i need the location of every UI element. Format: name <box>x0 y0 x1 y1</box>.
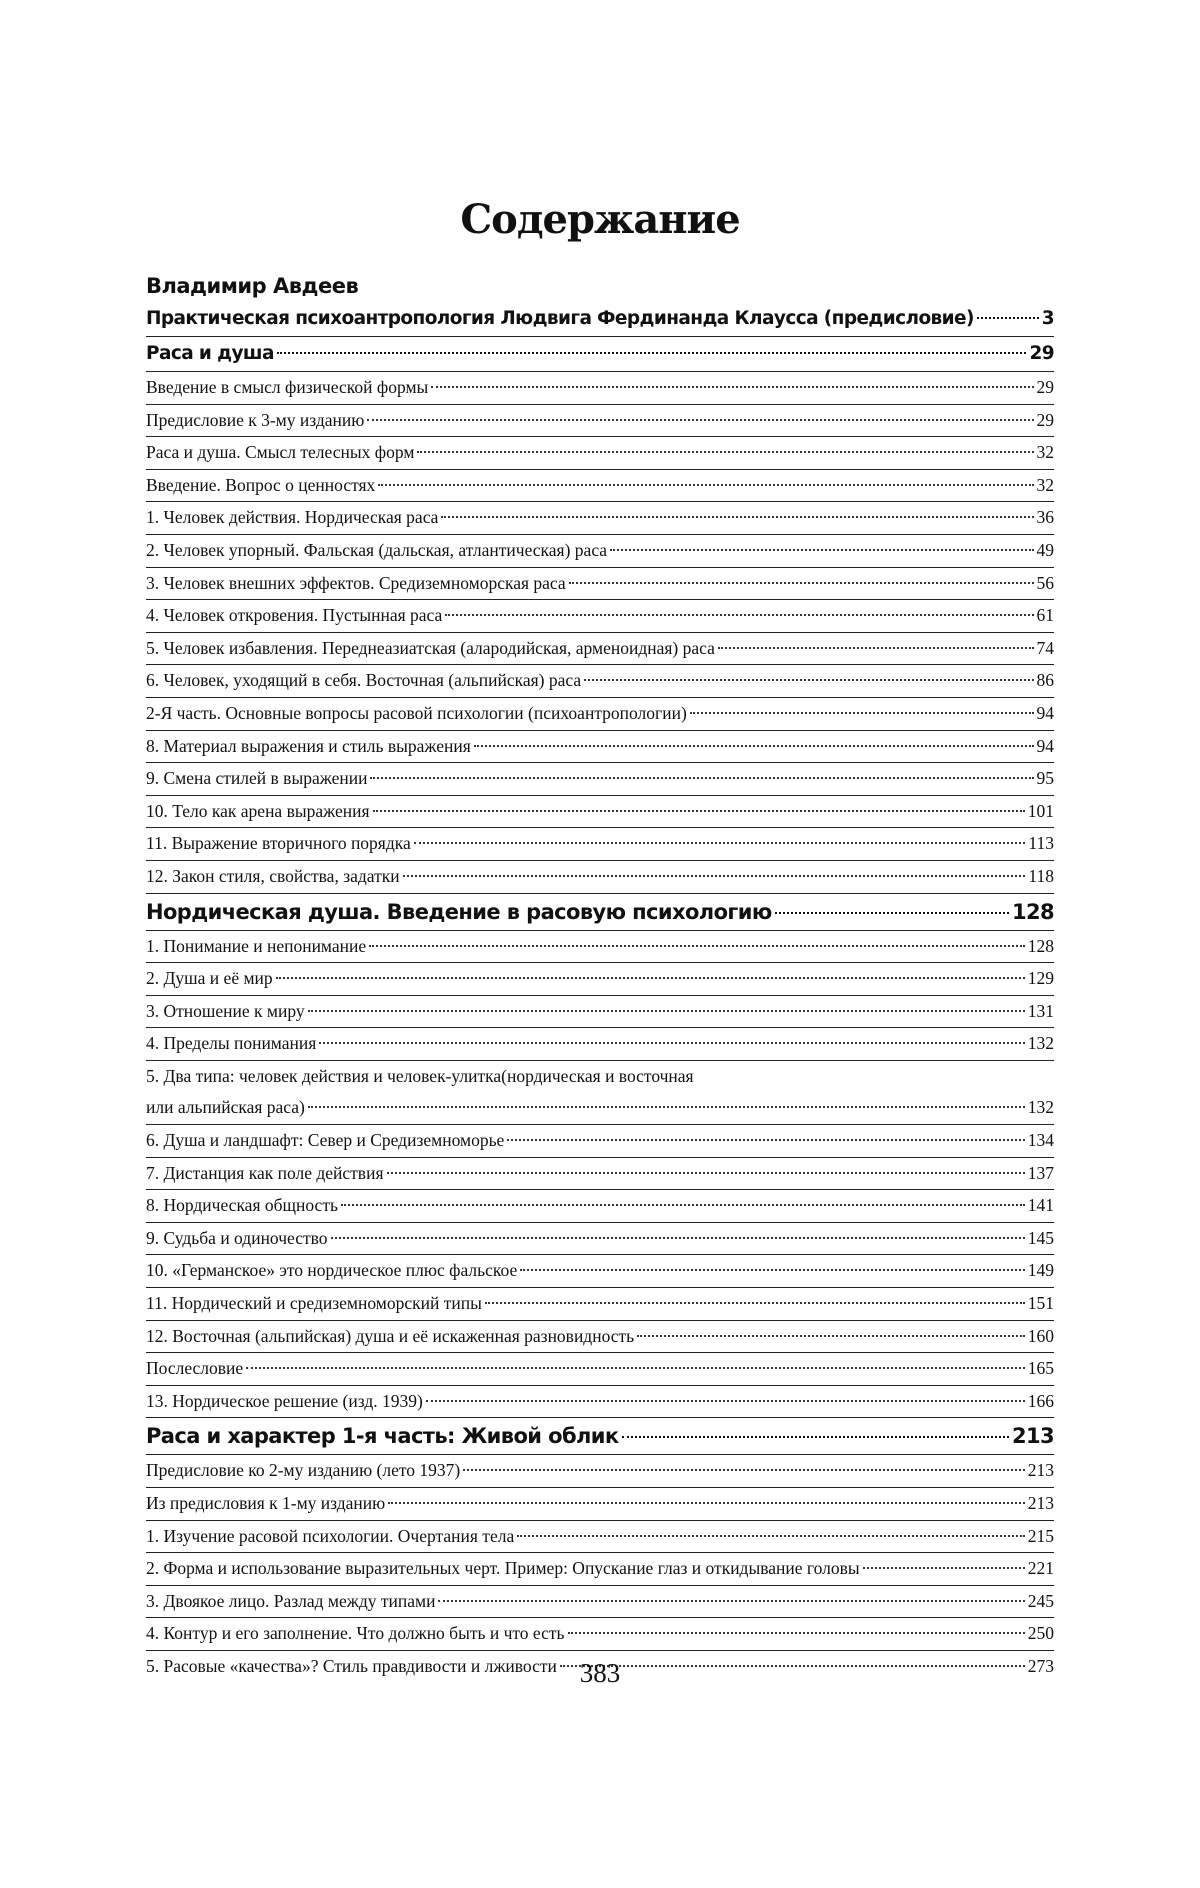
toc-section-title: Раса и душа <box>146 343 274 364</box>
toc-entry-title: Из предисловия к 1-му изданию <box>146 1493 386 1513</box>
toc-entry-title: 1. Человек действия. Нордическая раса <box>146 507 439 528</box>
author-name: Владимир Авдеев <box>146 274 359 298</box>
dot-leader <box>308 1106 1025 1108</box>
toc-entry-page: 132 <box>1027 1033 1054 1054</box>
toc-entry-title: Предисловие ко 2-му изданию (лето 1937) <box>146 1460 461 1481</box>
toc-entry-page: 29 <box>1036 377 1054 397</box>
toc-entry[interactable] <box>146 1353 1054 1385</box>
toc-entry-title: Практическая психоантропология Людвига Фердинанда Клаусса (предисловие) <box>146 308 974 329</box>
toc-entry-title: 3. Отношение к миру <box>146 1000 305 1021</box>
toc-entry[interactable] <box>146 405 1054 437</box>
toc-entry-page: 32 <box>1036 474 1054 495</box>
toc-entry-title: 5. Расовые «качества»? Стиль правдивости и лживости <box>146 1655 557 1676</box>
toc-entry[interactable] <box>146 763 1054 795</box>
toc-entry[interactable] <box>146 796 1054 828</box>
toc-entry-title: 1. Изучение расовой психологии. Очертания тела <box>146 1525 515 1546</box>
toc-entry-title: Предисловие к 3-му изданию <box>146 409 365 430</box>
dot-leader <box>276 977 1025 979</box>
toc-entry-page: 141 <box>1027 1195 1054 1216</box>
toc-entry-title: 12. Восточная (альпийская) душа и её искаженная разновидность <box>146 1325 635 1346</box>
toc-entry[interactable] <box>146 600 1054 632</box>
dot-leader <box>517 1535 1025 1537</box>
toc-entry[interactable] <box>146 1288 1054 1320</box>
dot-leader <box>568 1632 1025 1634</box>
toc-entry-title: 5. Человек избавления. Переднеазиатская (алародийская, арменоидная) раса <box>146 637 715 658</box>
toc-entry-title: 3. Двоякое лицо. Разлад между типами <box>146 1590 436 1611</box>
toc-entry-page: 129 <box>1027 968 1054 989</box>
toc-entry-page: 3 <box>1041 308 1054 329</box>
dot-leader <box>414 842 1026 844</box>
toc-entry-page: 213 <box>1027 1493 1054 1513</box>
toc-entry-page: 101 <box>1027 800 1054 821</box>
dot-leader <box>584 679 1033 681</box>
dot-leader <box>438 1600 1024 1602</box>
toc-entry[interactable] <box>146 1255 1054 1287</box>
toc-entry[interactable] <box>146 470 1054 502</box>
toc-entry[interactable] <box>146 996 1054 1028</box>
toc-entry-page: 215 <box>1027 1525 1054 1546</box>
toc-section-page: 29 <box>1029 343 1054 364</box>
toc-entry[interactable] <box>146 633 1054 665</box>
dot-leader <box>331 1237 1025 1239</box>
toc-entry-title: 4. Контур и его заполнение. Что должно быть и что есть <box>146 1623 565 1644</box>
dot-leader <box>387 1172 1025 1174</box>
toc-entry-title: 9. Судьба и одиночество <box>146 1227 328 1248</box>
dot-leader <box>445 614 1033 616</box>
toc-entry-title: 8. Материал выражения и стиль выражения <box>146 735 471 756</box>
dot-leader <box>863 1567 1025 1569</box>
toc-section-heading[interactable] <box>146 1418 1054 1454</box>
dot-leader <box>977 317 1039 319</box>
dot-leader <box>308 1010 1025 1012</box>
dot-leader <box>246 1367 1025 1369</box>
toc-entry-page: 56 <box>1036 572 1054 593</box>
toc-entry-title: 10. Тело как арена выражения <box>146 800 370 821</box>
toc-entry[interactable] <box>146 1618 1054 1650</box>
toc-entry-page: 221 <box>1027 1558 1054 1579</box>
toc-entry-page: 61 <box>1036 605 1054 626</box>
toc-entry-page: 165 <box>1027 1358 1054 1379</box>
dot-leader <box>426 1400 1025 1402</box>
toc-entry-page: 160 <box>1027 1325 1054 1346</box>
toc-entry-page: 166 <box>1027 1390 1054 1411</box>
toc-entry-title: 2. Человек упорный. Фальская (дальская, атлантическая) раса <box>146 539 608 560</box>
dot-leader <box>341 1204 1025 1206</box>
toc-entry[interactable] <box>146 828 1054 860</box>
toc-entry-page: 86 <box>1036 670 1054 691</box>
toc-entry[interactable] <box>146 437 1054 469</box>
toc-entry-page: 128 <box>1027 935 1054 956</box>
toc-entry-title-continued: или альпийская раса) <box>146 1097 305 1118</box>
toc-section-page: 213 <box>1011 1424 1054 1449</box>
toc-entry[interactable] <box>146 1386 1054 1418</box>
toc-entry[interactable] <box>146 665 1054 697</box>
dot-leader <box>369 945 1025 947</box>
toc-entry-title: 2-Я часть. Основные вопросы расовой психологии (психоантропологии) <box>146 702 687 723</box>
toc-entry[interactable] <box>146 1158 1054 1190</box>
toc-entry-page: 32 <box>1036 442 1054 463</box>
toc-entry-title: 2. Форма и использование выразительных черт. Пример: Опускание глаз и откидывание головы <box>146 1558 860 1579</box>
toc-entry-title: Введение. Вопрос о ценностях <box>146 474 376 495</box>
toc-section-title: Нордическая душа. Введение в расовую психологию <box>146 899 772 924</box>
toc-entry-title: 6. Душа и ландшафт: Север и Средиземноморье <box>146 1130 505 1151</box>
toc-entry-page: 213 <box>1027 1460 1054 1481</box>
dot-leader <box>507 1139 1024 1141</box>
toc-entry-title: 10. «Германское» это нордическое плюс фальское <box>146 1260 518 1281</box>
toc-entry-title: 2. Душа и её мир <box>146 968 273 989</box>
toc-entry-title: Послесловие <box>146 1358 244 1379</box>
dot-leader <box>319 1042 1024 1044</box>
toc-entry-page: 113 <box>1028 833 1054 854</box>
toc-entry[interactable] <box>146 1125 1054 1157</box>
toc-entry[interactable] <box>146 1223 1054 1255</box>
toc-entry[interactable] <box>146 1521 1054 1553</box>
toc-entry[interactable] <box>146 502 1054 534</box>
dot-leader <box>370 777 1033 779</box>
dot-leader <box>718 647 1034 649</box>
toc-entry[interactable] <box>146 1190 1054 1222</box>
toc-entry[interactable] <box>146 1586 1054 1618</box>
toc-entry[interactable] <box>146 1028 1054 1060</box>
toc-entry-page: 36 <box>1036 507 1054 528</box>
toc-section-heading[interactable] <box>146 337 1054 371</box>
toc-entry-title: 13. Нордическое решение (изд. 1939) <box>146 1390 423 1411</box>
dot-leader <box>690 712 1034 714</box>
toc-entry[interactable] <box>146 1455 1054 1487</box>
toc-entry[interactable] <box>146 1488 1054 1520</box>
toc-entry-page: 145 <box>1027 1227 1054 1248</box>
toc-entry-page: 49 <box>1036 539 1054 560</box>
toc-entry-title: Введение в смысл физической формы <box>146 377 429 397</box>
toc-entry-title: 11. Выражение вторичного порядка <box>146 833 411 854</box>
toc-entry[interactable] <box>146 731 1054 763</box>
toc-entry[interactable] <box>146 372 1054 404</box>
dot-leader <box>388 1502 1025 1504</box>
toc-entry-page: 245 <box>1027 1590 1054 1611</box>
toc-entry[interactable] <box>146 568 1054 600</box>
dot-leader <box>441 516 1033 518</box>
dot-leader <box>622 1436 1009 1438</box>
toc-entry-title: 1. Понимание и непонимание <box>146 935 367 956</box>
toc-entry[interactable] <box>146 535 1054 567</box>
toc-section-page: 128 <box>1011 899 1054 924</box>
dot-leader <box>417 451 1033 453</box>
toc-entry-title: 9. Смена стилей в выражении <box>146 768 368 789</box>
dot-leader <box>569 582 1034 584</box>
toc-entry-page: 250 <box>1027 1623 1054 1644</box>
table-of-contents <box>146 270 1054 1683</box>
toc-entry-page: 94 <box>1036 735 1054 756</box>
toc-entry-page: 118 <box>1028 865 1054 886</box>
toc-entry[interactable] <box>146 963 1054 995</box>
toc-entry-page: 151 <box>1027 1293 1054 1314</box>
toc-entry-page: 29 <box>1036 409 1054 430</box>
toc-entry-page: 149 <box>1027 1260 1054 1281</box>
toc-sections <box>146 336 1054 1683</box>
dot-leader <box>637 1335 1025 1337</box>
toc-entry-page: 134 <box>1027 1130 1054 1151</box>
dot-leader <box>610 549 1033 551</box>
dot-leader <box>403 875 1026 877</box>
toc-entry[interactable] <box>146 1553 1054 1585</box>
toc-entry-title: 6. Человек, уходящий в себя. Восточная (альпийская) раса <box>146 670 582 691</box>
toc-entry-continuation[interactable] <box>146 1092 1054 1124</box>
toc-section-heading[interactable] <box>146 894 1054 930</box>
toc-entry-page: 273 <box>1027 1655 1054 1676</box>
toc-entry-intro[interactable] <box>146 302 1054 336</box>
dot-leader <box>373 810 1025 812</box>
dot-leader <box>367 419 1033 421</box>
toc-entry-page: 132 <box>1027 1097 1054 1118</box>
dot-leader <box>277 352 1027 354</box>
toc-entry-title: 12. Закон стиля, свойства, задатки <box>146 865 400 886</box>
dot-leader <box>378 484 1033 486</box>
toc-entry-page: 131 <box>1027 1000 1054 1021</box>
toc-entry-title: 11. Нордический и средиземноморский типы <box>146 1293 482 1314</box>
dot-leader <box>485 1302 1025 1304</box>
toc-entry-title: 5. Два типа: человек действия и человек-улитка(нордическая и восточная <box>146 1065 694 1086</box>
toc-entry-title: 4. Пределы понимания <box>146 1033 317 1054</box>
toc-entry[interactable] <box>146 1061 1054 1093</box>
toc-entry[interactable] <box>146 861 1054 893</box>
toc-entry-title: 8. Нордическая общность <box>146 1195 338 1216</box>
page-number: 383 <box>579 1658 621 1688</box>
toc-entry-title: Раса и душа. Смысл телесных форм <box>146 442 415 463</box>
dot-leader <box>520 1269 1025 1271</box>
toc-entry[interactable] <box>146 698 1054 730</box>
dot-leader <box>463 1469 1025 1471</box>
toc-entry-page: 137 <box>1027 1162 1054 1183</box>
dot-leader <box>474 745 1034 747</box>
toc-entry-title: 4. Человек откровения. Пустынная раса <box>146 605 443 626</box>
toc-entry[interactable] <box>146 1321 1054 1353</box>
toc-entry-page: 95 <box>1036 768 1054 789</box>
toc-entry-page: 74 <box>1036 637 1054 658</box>
page-title: Содержание <box>460 196 740 243</box>
toc-entry-title: 3. Человек внешних эффектов. Средиземноморская раса <box>146 572 566 593</box>
toc-section-title: Раса и характер 1-я часть: Живой облик <box>146 1424 619 1449</box>
toc-entry[interactable] <box>146 931 1054 963</box>
toc-entry-title: 7. Дистанция как поле действия <box>146 1162 384 1183</box>
dot-leader <box>431 386 1033 388</box>
dot-leader <box>775 912 1009 914</box>
toc-entry-page: 94 <box>1036 702 1054 723</box>
